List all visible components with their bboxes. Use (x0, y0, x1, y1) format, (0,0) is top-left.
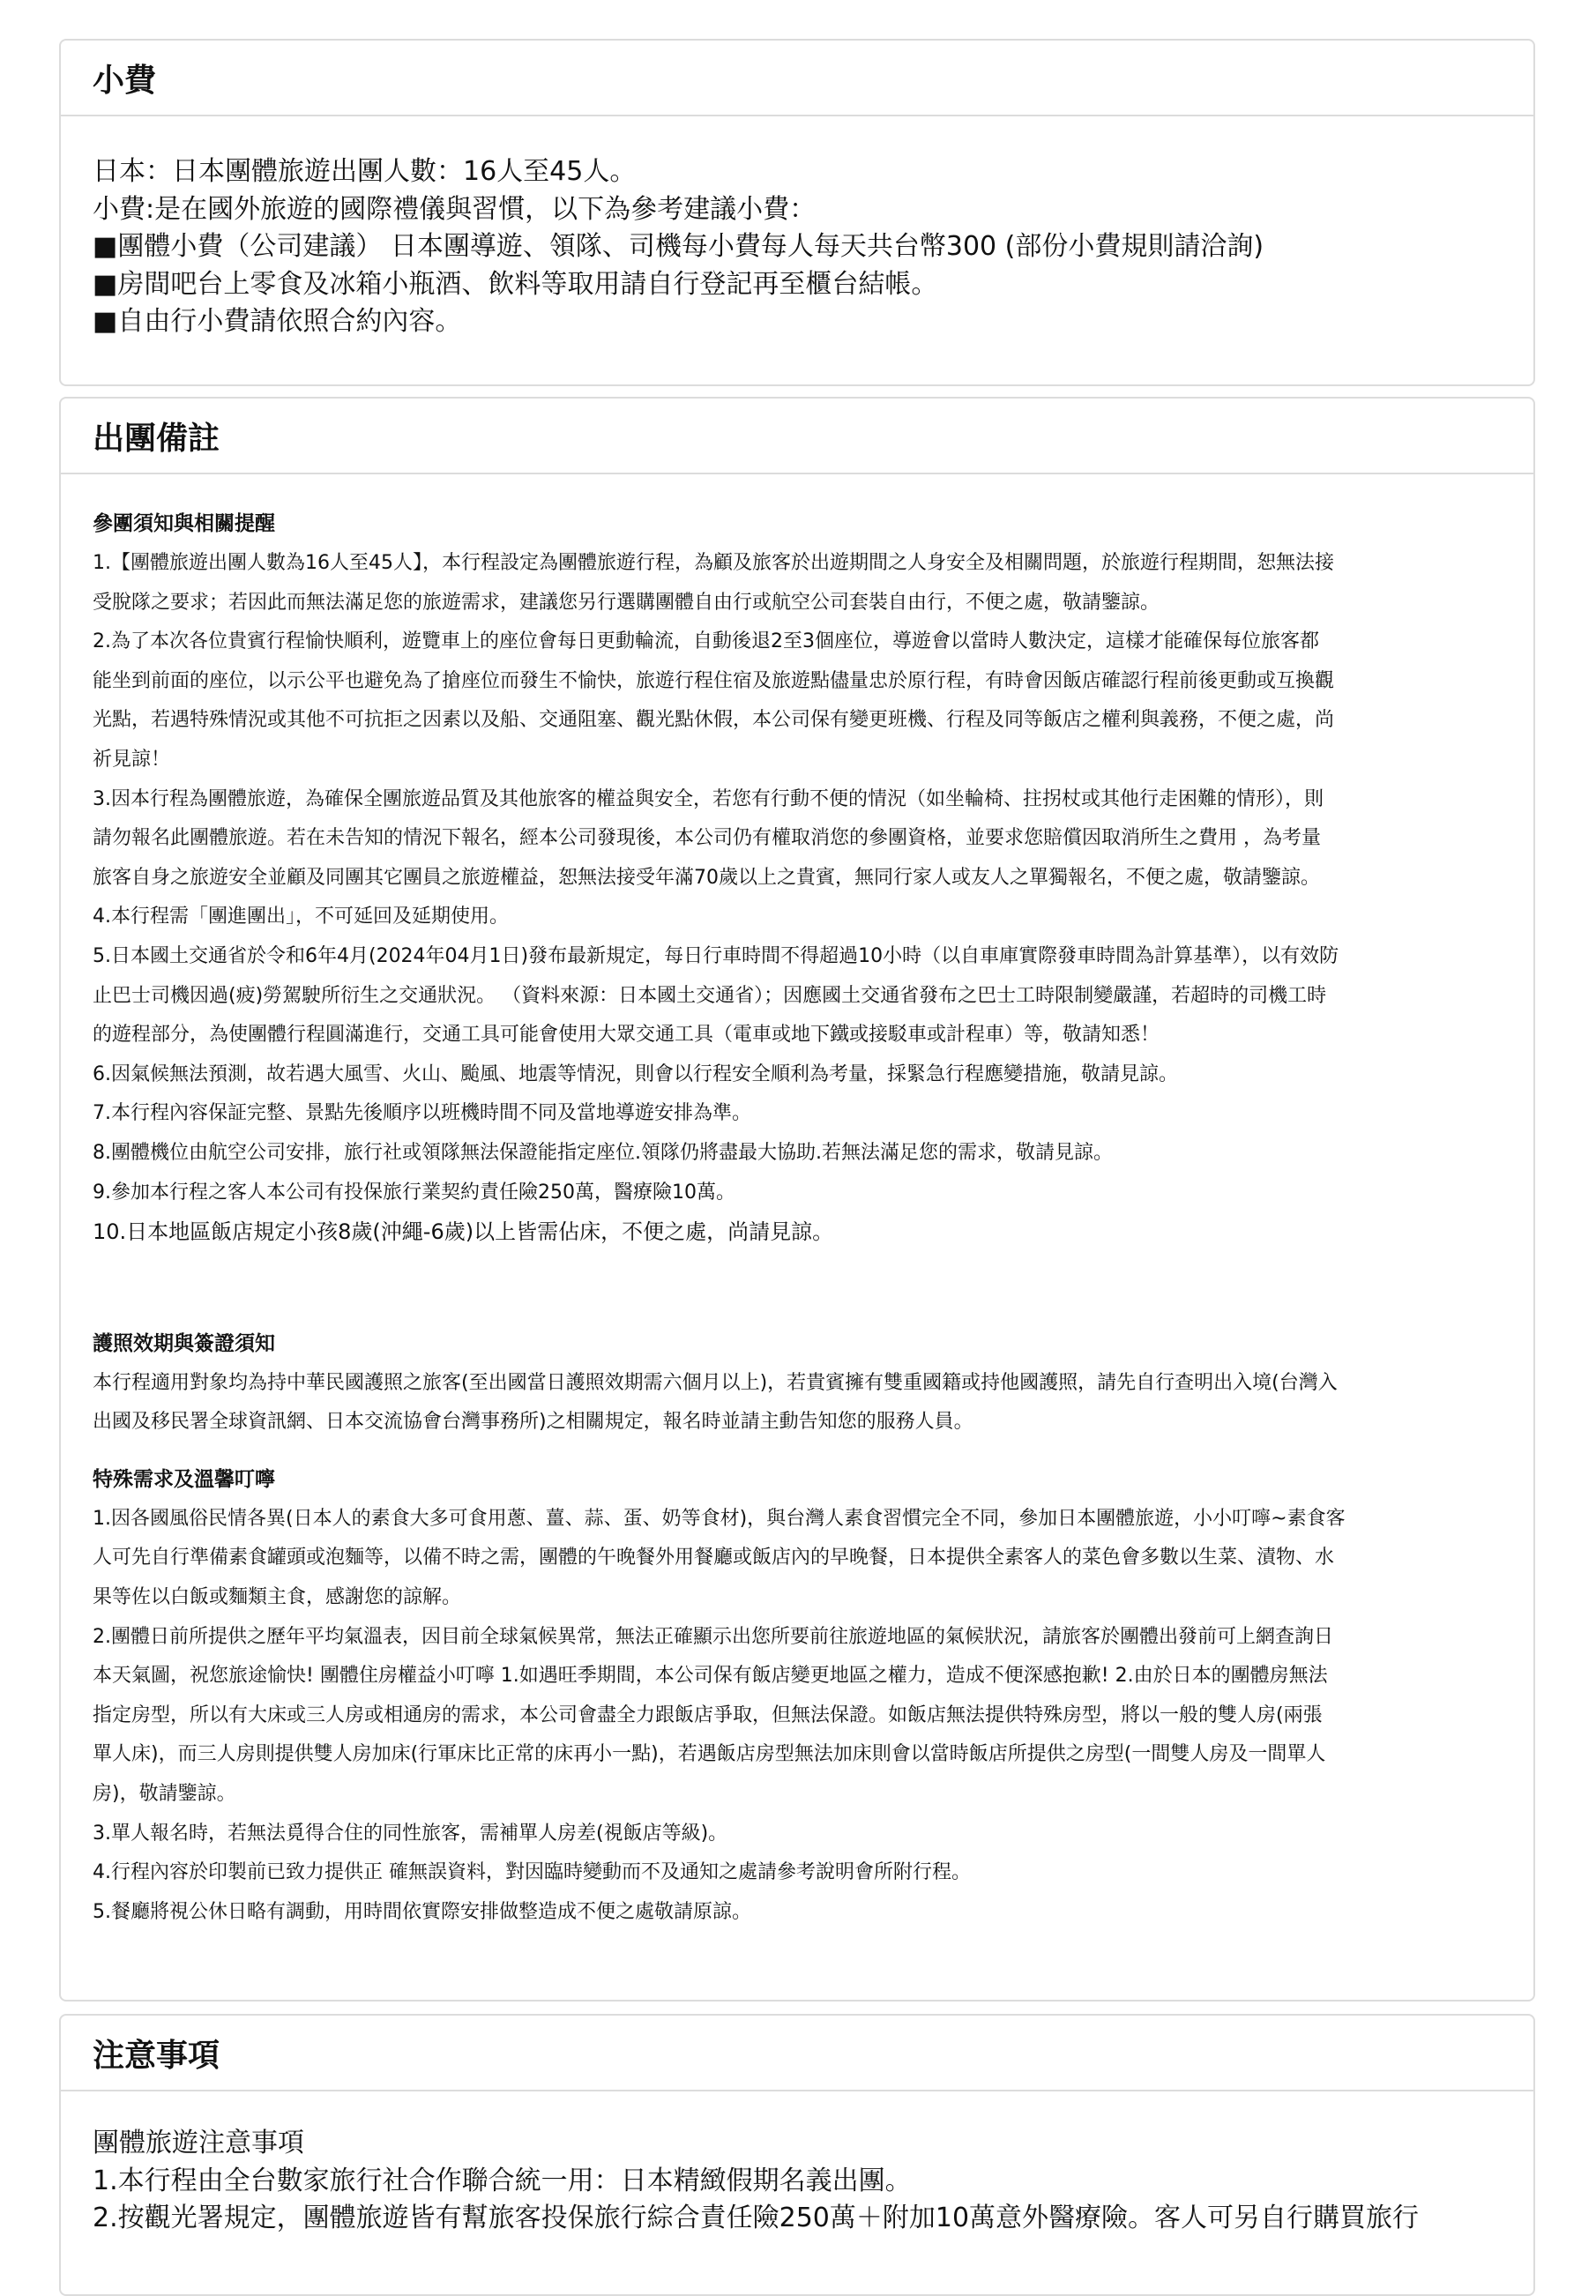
caution-line: 團體旅遊注意事項 (93, 2128, 304, 2158)
notes-card-title: 出團備註 (61, 399, 1533, 474)
caution-card (59, 2014, 1535, 2296)
note-line: 8.團體機位由航空公司安排，旅行社或領隊無法保證能指定座位.領隊仍將盡最大協助.若無法滿足您的需求，敬請見諒。 (93, 1141, 1113, 1164)
note-line: 房)，敬請鑒諒。 (93, 1783, 236, 1806)
note-line: 4.本行程需「團進團出」，不可延回及延期使用。 (93, 906, 509, 928)
notes-card-body (61, 474, 1533, 1932)
note-line: 出國及移民署全球資訊網、日本交流協會台灣事務所)之相關規定，報名時並請主動告知您的服務人員。 (93, 1411, 973, 1434)
section-title-special-needs: 特殊需求及溫馨叮嚀 (93, 1467, 275, 1491)
note-line: 6.因氣候無法預測，故若遇大風雪、火山、颱風、地震等情況，則會以行程安全順利為考量，採緊急行程應變措施，敬請見諒。 (93, 1062, 1178, 1085)
section-title-tour-rules: 參團須知與相關提醒 (93, 512, 275, 535)
note-line: 本天氣圖，祝您旅途愉快! 團體住房權益小叮嚀 1.如遇旺季期間，本公司保有飯店變更地區之權力，造成不便深感抱歉! 2.由於日本的團體房無法 (93, 1665, 1328, 1688)
note-line: 4.行程內容於印製前已致力提供正 確無誤資料，對因臨時變動而不及通知之處請參考說明會所附行程。 (93, 1861, 971, 1884)
tips-card-body (61, 116, 1533, 341)
section-special-needs (93, 1500, 1503, 1933)
note-line: 1.【團體旅遊出團人數為16人至45人】，本行程設定為團體旅遊行程，為顧及旅客於出遊期間之人身安全及相關問題，於旅遊行程期間，恕無法接 (93, 552, 1334, 574)
note-line: 3.因本行程為團體旅遊，為確保全團旅遊品質及其他旅客的權益與安全，若您有行動不便的情況（如坐輪椅、拄拐杖或其他行走困難的情形），則 (93, 787, 1324, 810)
note-line: 的遊程部分，為使團體行程圓滿進行，交通工具可能會使用大眾交通工具（電車或地下鐵或接駁車或計程車）等，敬請知悉！ (93, 1024, 1160, 1047)
tips-line: 小費:是在國外旅遊的國際禮儀與習慣，以下為參考建議小費： (93, 193, 817, 225)
caution-line: 1.本行程由全台數家旅行社合作聯合統一用：日本精緻假期名義出團。 (93, 2165, 912, 2196)
note-line: 能坐到前面的座位，以示公平也避免為了搶座位而發生不愉快，旅遊行程住宿及旅遊點儘量忠於原行程，有時會因飯店確認行程前後更動或互換觀 (93, 669, 1335, 692)
note-line: 止巴士司機因過(疲)勞駕駛所衍生之交通狀況。 （資料來源：日本國土交通省）；因應國土交通省發布之巴士工時限制變嚴謹，若超時的司機工時 (93, 984, 1327, 1007)
note-line: 祈見諒！ (93, 748, 171, 771)
tips-line: ■團體小費（公司建議） 日本團導遊、領隊、司機每小費每人每天共台幣300 (部份小費規則請洽詢) (93, 231, 1264, 262)
note-line: 光點，若遇特殊情況或其他不可抗拒之因素以及船、交通阻塞、觀光點休假，本公司保有變更班機、行程及同等飯店之權利與義務，不便之處，尚 (93, 709, 1335, 732)
note-line: 1.因各國風俗民情各異(日本人的素食大多可食用蔥、薑、蒜、蛋、奶等食材)，與台灣人素食習慣完全不同，參加日本團體旅遊，小小叮嚀~素食客 (93, 1507, 1346, 1530)
note-line: 果等佐以白飯或麵類主食，感謝您的諒解。 (93, 1586, 462, 1609)
note-line: 2.團體日前所提供之歷年平均氣溫表，因目前全球氣候異常，無法正確顯示出您所要前往旅遊地區的氣候狀況，請旅客於團體出發前可上網查詢日 (93, 1625, 1333, 1648)
note-line: 人可先自行準備素食罐頭或泡麵等，以備不時之需，團體的午晚餐外用餐廳或飯店內的早晚餐，日本提供全素客人的菜色會多數以生菜、漬物、水 (93, 1547, 1335, 1569)
note-line: 5.日本國土交通省於令和6年4月(2024年04月1日)發布最新規定，每日行車時間不得超過10小時（以自車庫實際發車時間為計算基準），以有效防 (93, 944, 1339, 967)
tips-line: 日本：日本團體旅遊出團人數：16人至45人。 (93, 156, 637, 187)
note-line: 3.單人報名時，若無法覓得合住的同性旅客，需補單人房差(視飯店等級)。 (93, 1822, 728, 1845)
tips-line: ■房間吧台上零食及冰箱小瓶酒、飲料等取用請自行登記再至櫃台結帳。 (93, 268, 938, 300)
note-line: 10.日本地區飯店規定小孩8歲(沖繩-6歲)以上皆需佔床，不便之處，尚請見諒。 (93, 1219, 834, 1245)
caution-line: 2.按觀光署規定，團體旅遊皆有幫旅客投保旅行綜合責任險250萬＋附加10萬意外醫療險。客人可另自行購買旅行 (93, 2203, 1420, 2233)
note-line: 單人床)，而三人房則提供雙人房加床(行軍床比正常的床再小一點)，若遇飯店房型無法加床則會以當時飯店所提供之房型(一間雙人房及一間單人 (93, 1743, 1326, 1766)
caution-card-title: 注意事項 (61, 2016, 1533, 2091)
section-tour-rules (93, 544, 1503, 1252)
tips-card (59, 39, 1535, 386)
note-line: 9.參加本行程之客人本公司有投保旅行業契約責任險250萬，醫療險10萬。 (93, 1181, 735, 1204)
note-line: 指定房型，所以有大床或三人房或相通房的需求，本公司會盡全力跟飯店爭取，但無法保證。如飯店無法提供特殊房型，將以一般的雙人房(兩張 (93, 1703, 1323, 1726)
note-line: 旅客自身之旅遊安全並顧及同團其它團員之旅遊權益，恕無法接受年滿70歲以上之貴賓，無同行家人或友人之單獨報名，不便之處，敬請鑒諒。 (93, 866, 1320, 889)
section-title-passport-visa: 護照效期與簽證須知 (93, 1331, 275, 1355)
note-line: 本行程適用對象均為持中華民國護照之旅客(至出國當日護照效期需六個月以上)，若貴賓擁有雙重國籍或持他國護照，請先自行查明出入境(台灣入 (93, 1371, 1338, 1394)
note-line: 5.餐廳將視公休日略有調動，用時間依實際安排做整造成不便之處敬請原諒。 (93, 1900, 751, 1923)
note-line: 2.為了本次各位貴賓行程愉快順利，遊覽車上的座位會每日更動輪流，自動後退2至3個座位，導遊會以當時人數決定，這樣才能確保每位旅客都 (93, 630, 1319, 653)
note-line: 受脫隊之要求；若因此而無法滿足您的旅遊需求，建議您另行選購團體自由行或航空公司套裝自由行，不便之處，敬請鑒諒。 (93, 591, 1160, 614)
caution-card-body (61, 2091, 1533, 2238)
tips-card-title: 小費 (61, 41, 1533, 116)
section-passport-visa (93, 1364, 1503, 1442)
tips-line: ■自由行小費請依照合約內容。 (93, 306, 462, 337)
note-line: 7.本行程內容保証完整、景點先後順序以班機時間不同及當地導遊安排為準。 (93, 1102, 751, 1125)
notes-card (59, 397, 1535, 2002)
note-line: 請勿報名此團體旅遊。若在未告知的情況下報名，經本公司發現後，本公司仍有權取消您的參團資格，並要求您賠償因取消所生之費用 ，為考量 (93, 827, 1321, 850)
